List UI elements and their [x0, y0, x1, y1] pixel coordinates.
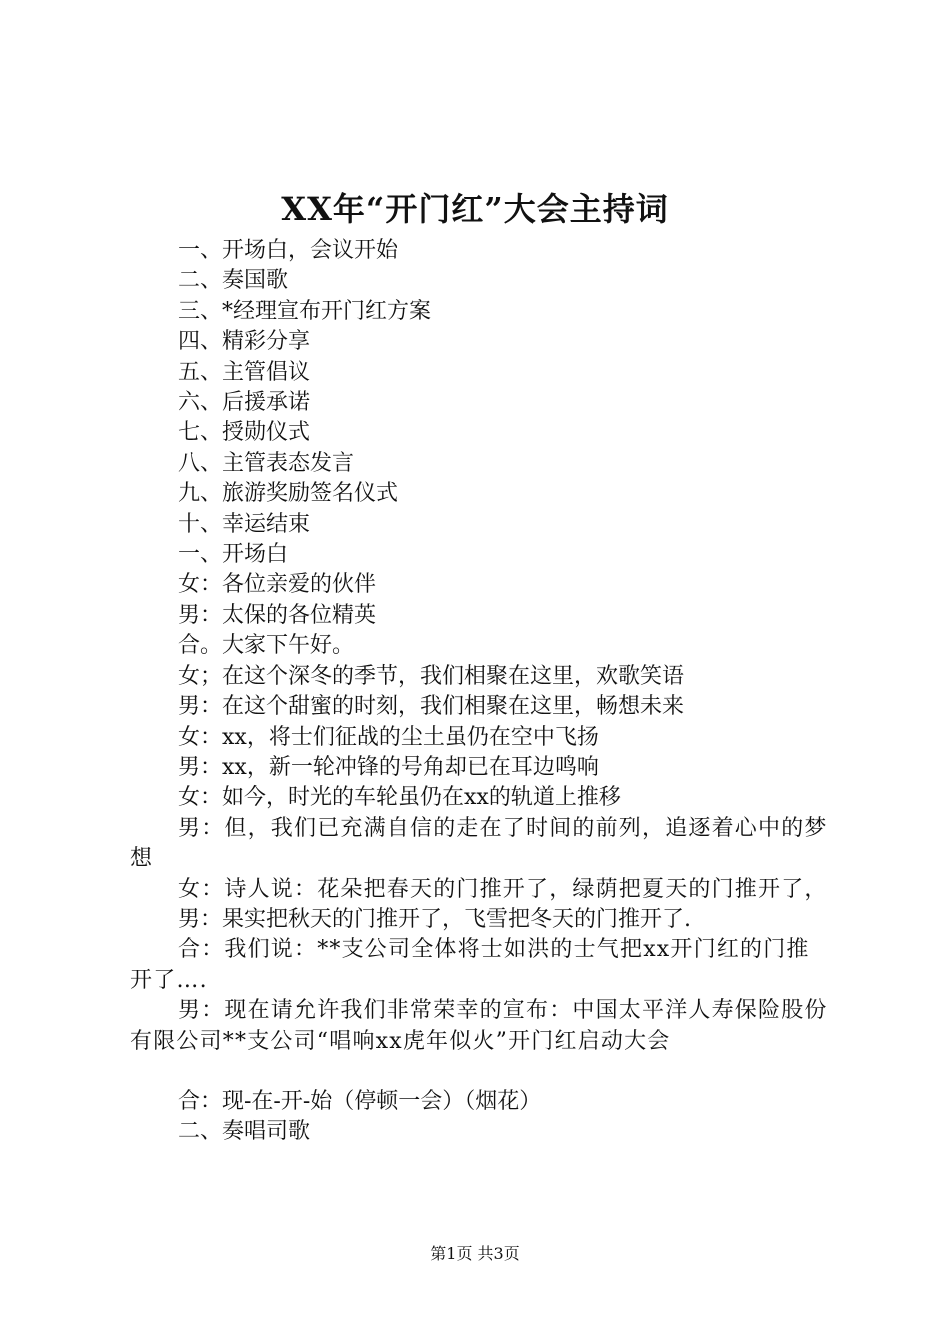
section-heading: 二、奏唱司歌	[178, 1119, 311, 1145]
script-line: 男：在这个甜蜜的时刻，我们相聚在这里，畅想未来	[178, 694, 685, 720]
script-line: 合：现-在-开-始（停顿一会）（烟花）	[178, 1088, 542, 1114]
script-paragraph: 男：现在请允许我们非常荣幸的宣布：中国太平洋人寿保险股份有限公司**支公司“唱响xx虎年似火”开门红启动大会	[130, 998, 828, 1054]
script-line: 男：果实把秋天的门推开了，飞雪把冬天的门推开了.	[178, 906, 691, 932]
agenda-item: 五、主管倡议	[178, 359, 311, 385]
script-line: 合。大家下午好。	[178, 633, 355, 659]
script-line: 女：xx，将士们征战的尘土虽仍在空中飞扬	[178, 724, 599, 750]
page-number: 第1页 共3页	[430, 1244, 520, 1263]
document-title: XX年“开门红”大会主持词	[281, 190, 669, 228]
section-heading: 一、开场白	[178, 542, 289, 568]
agenda-item: 八、主管表态发言	[178, 450, 355, 476]
agenda-item: 六、后援承诺	[178, 390, 311, 416]
agenda-item: 四、精彩分享	[178, 329, 311, 355]
blank-line	[130, 1057, 832, 1087]
agenda-item: 七、授勋仪式	[178, 420, 311, 446]
script-line: 女：如今，时光的车轮虽仍在xx的轨道上推移	[178, 785, 621, 811]
script-paragraph: 合：我们说：**支公司全体将士如洪的士气把xx开门红的门推开了….	[130, 937, 810, 993]
agenda-item: 十、幸运结束	[178, 511, 311, 537]
script-line: 女：各位亲爱的伙伴	[178, 572, 377, 598]
script-paragraph: 女：诗人说：花朵把春天的门推开了，绿荫把夏天的门推开了，	[178, 876, 828, 902]
script-line: 男：太保的各位精英	[178, 602, 377, 628]
script-line: 男：xx，新一轮冲锋的号角却已在耳边鸣响	[178, 754, 599, 780]
agenda-item: 二、奏国歌	[178, 268, 289, 294]
script-line: 女；在这个深冬的季节，我们相聚在这里，欢歌笑语	[178, 663, 685, 689]
document-body	[130, 236, 832, 1148]
agenda-item: 一、开场白，会议开始	[178, 238, 399, 263]
agenda-item: 三、*经理宣布开门红方案	[178, 298, 432, 324]
script-paragraph: 男：但，我们已充满自信的走在了时间的前列，追逐着心中的梦想	[130, 815, 828, 872]
agenda-item: 九、旅游奖励签名仪式	[178, 481, 399, 507]
